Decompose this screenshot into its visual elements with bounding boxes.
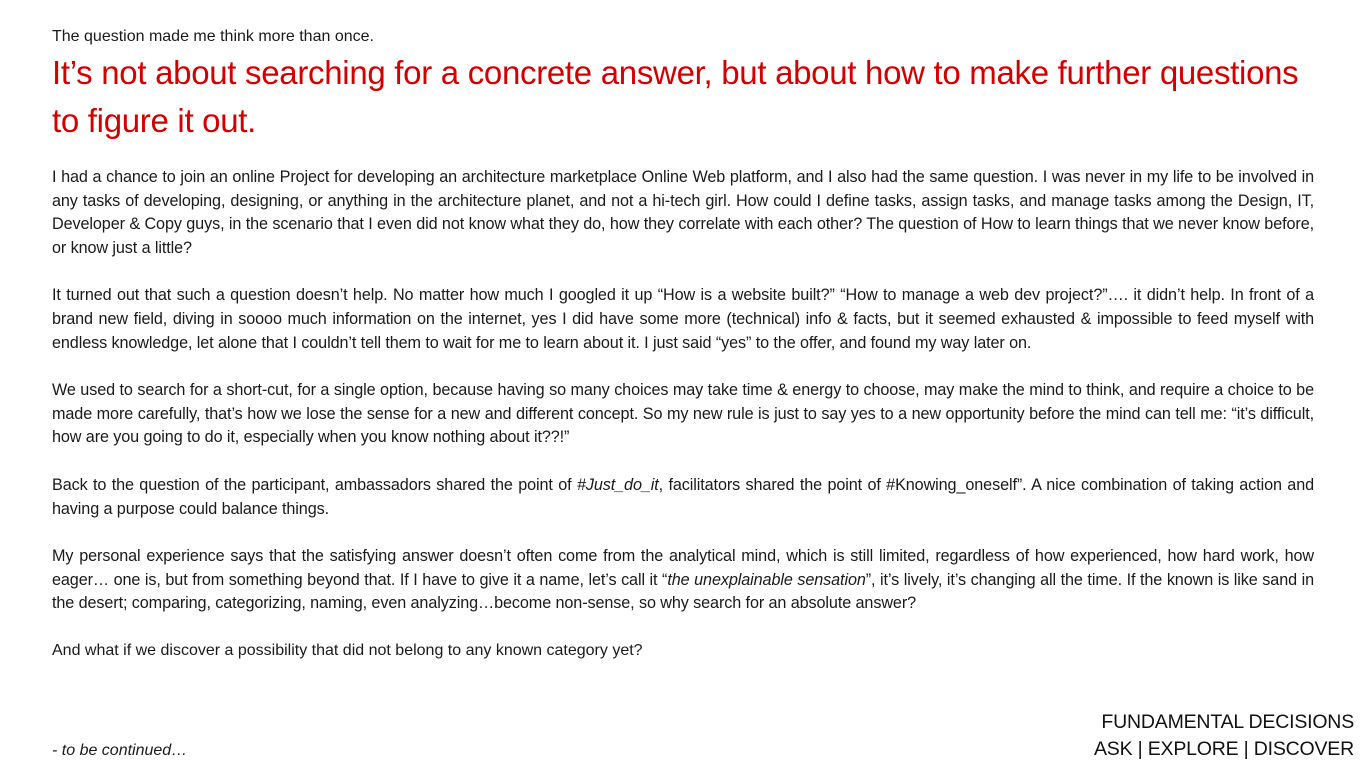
paragraph-project: I had a chance to join an online Project for developing an architecture marketplace Online Web platform, and I also had the same question. I was never in my life to be involved in any tasks of developing, designing, or anything in the architecture planet, and not a hi-tech girl. How could I define tasks, assign tasks, and manage tasks among the Design, IT, Developer & Copy guys, in the scenario that I even did not know what they do, how they correlate with each other? The question of How to learn things that we never know before, or know just a little? [52, 168, 1314, 257]
paragraph-participant-part2: , facilitators shared the point of #Knowing_oneself”. A nice combination of taking action and having a purpose could balance things. [52, 475, 1314, 518]
footer-tagline: ASK | EXPLORE | DISCOVER [1094, 738, 1354, 760]
paragraph-participant-part1: Back to the question of the participant, ambassadors shared the point of [52, 475, 577, 494]
paragraph-shortcut: We used to search for a short-cut, for a single option, because having so many choices may take time & energy to choose, may make the mind to think, and require a choice to be made more carefully, that’s how we lose the sense for a new and different concept. So my new rule is just to say yes to a new opportunity before the mind can tell me: “it’s difficult, how are you going to do it, especially when you know nothing about it??!” [52, 381, 1314, 447]
paragraph-experience-part1: My personal experience says that the satisfying answer doesn’t often come from the analytical mind, which is still limited, regardless of how experienced, how hard work, how eager… one is, but from something beyond that. If I have to give it a name, let’s call it “ [52, 547, 1314, 589]
paragraph-experience-part2: ”, it’s lively, it’s changing all the time. If the known is like sand in the desert; comparing, categorizing, naming, even analyzing…become non-sense, so why search for an absolute answer? [52, 570, 1314, 613]
closing-question: And what if we discover a possibility that did not belong to any known category yet? [52, 641, 643, 659]
to-be-continued: - to be continued… [52, 742, 188, 759]
footer-title: FUNDAMENTAL DECISIONS [1101, 711, 1354, 733]
paragraph-googling: It turned out that such a question doesn’t help. No matter how much I googled it up “How is a website built?” “How to manage a web dev project?”…. it didn’t help. In front of a brand new field, diving in soooo much information on the internet, yes I did have some more (technical) info & facts, but it seemed exhausted & impossible to feed myself with endless knowledge, let alone that I couldn’t tell them to wait for me to learn about it. I just said “yes” to the offer, and found my way later on. [52, 286, 1314, 352]
document-body [52, 26, 1314, 678]
intro-text: The question made me think more than once. [52, 28, 374, 45]
paragraph-experience [52, 545, 1314, 616]
unexplainable-sensation-phrase: the unexplainable sensation [667, 570, 866, 589]
footer-brand [1094, 709, 1354, 763]
paragraph-participant [52, 474, 1314, 521]
headline: It’s not about searching for a concrete answer, but about how to make further questions to figure it out. [52, 54, 1299, 139]
hashtag-just-do-it: #Just_do_it [576, 475, 659, 494]
